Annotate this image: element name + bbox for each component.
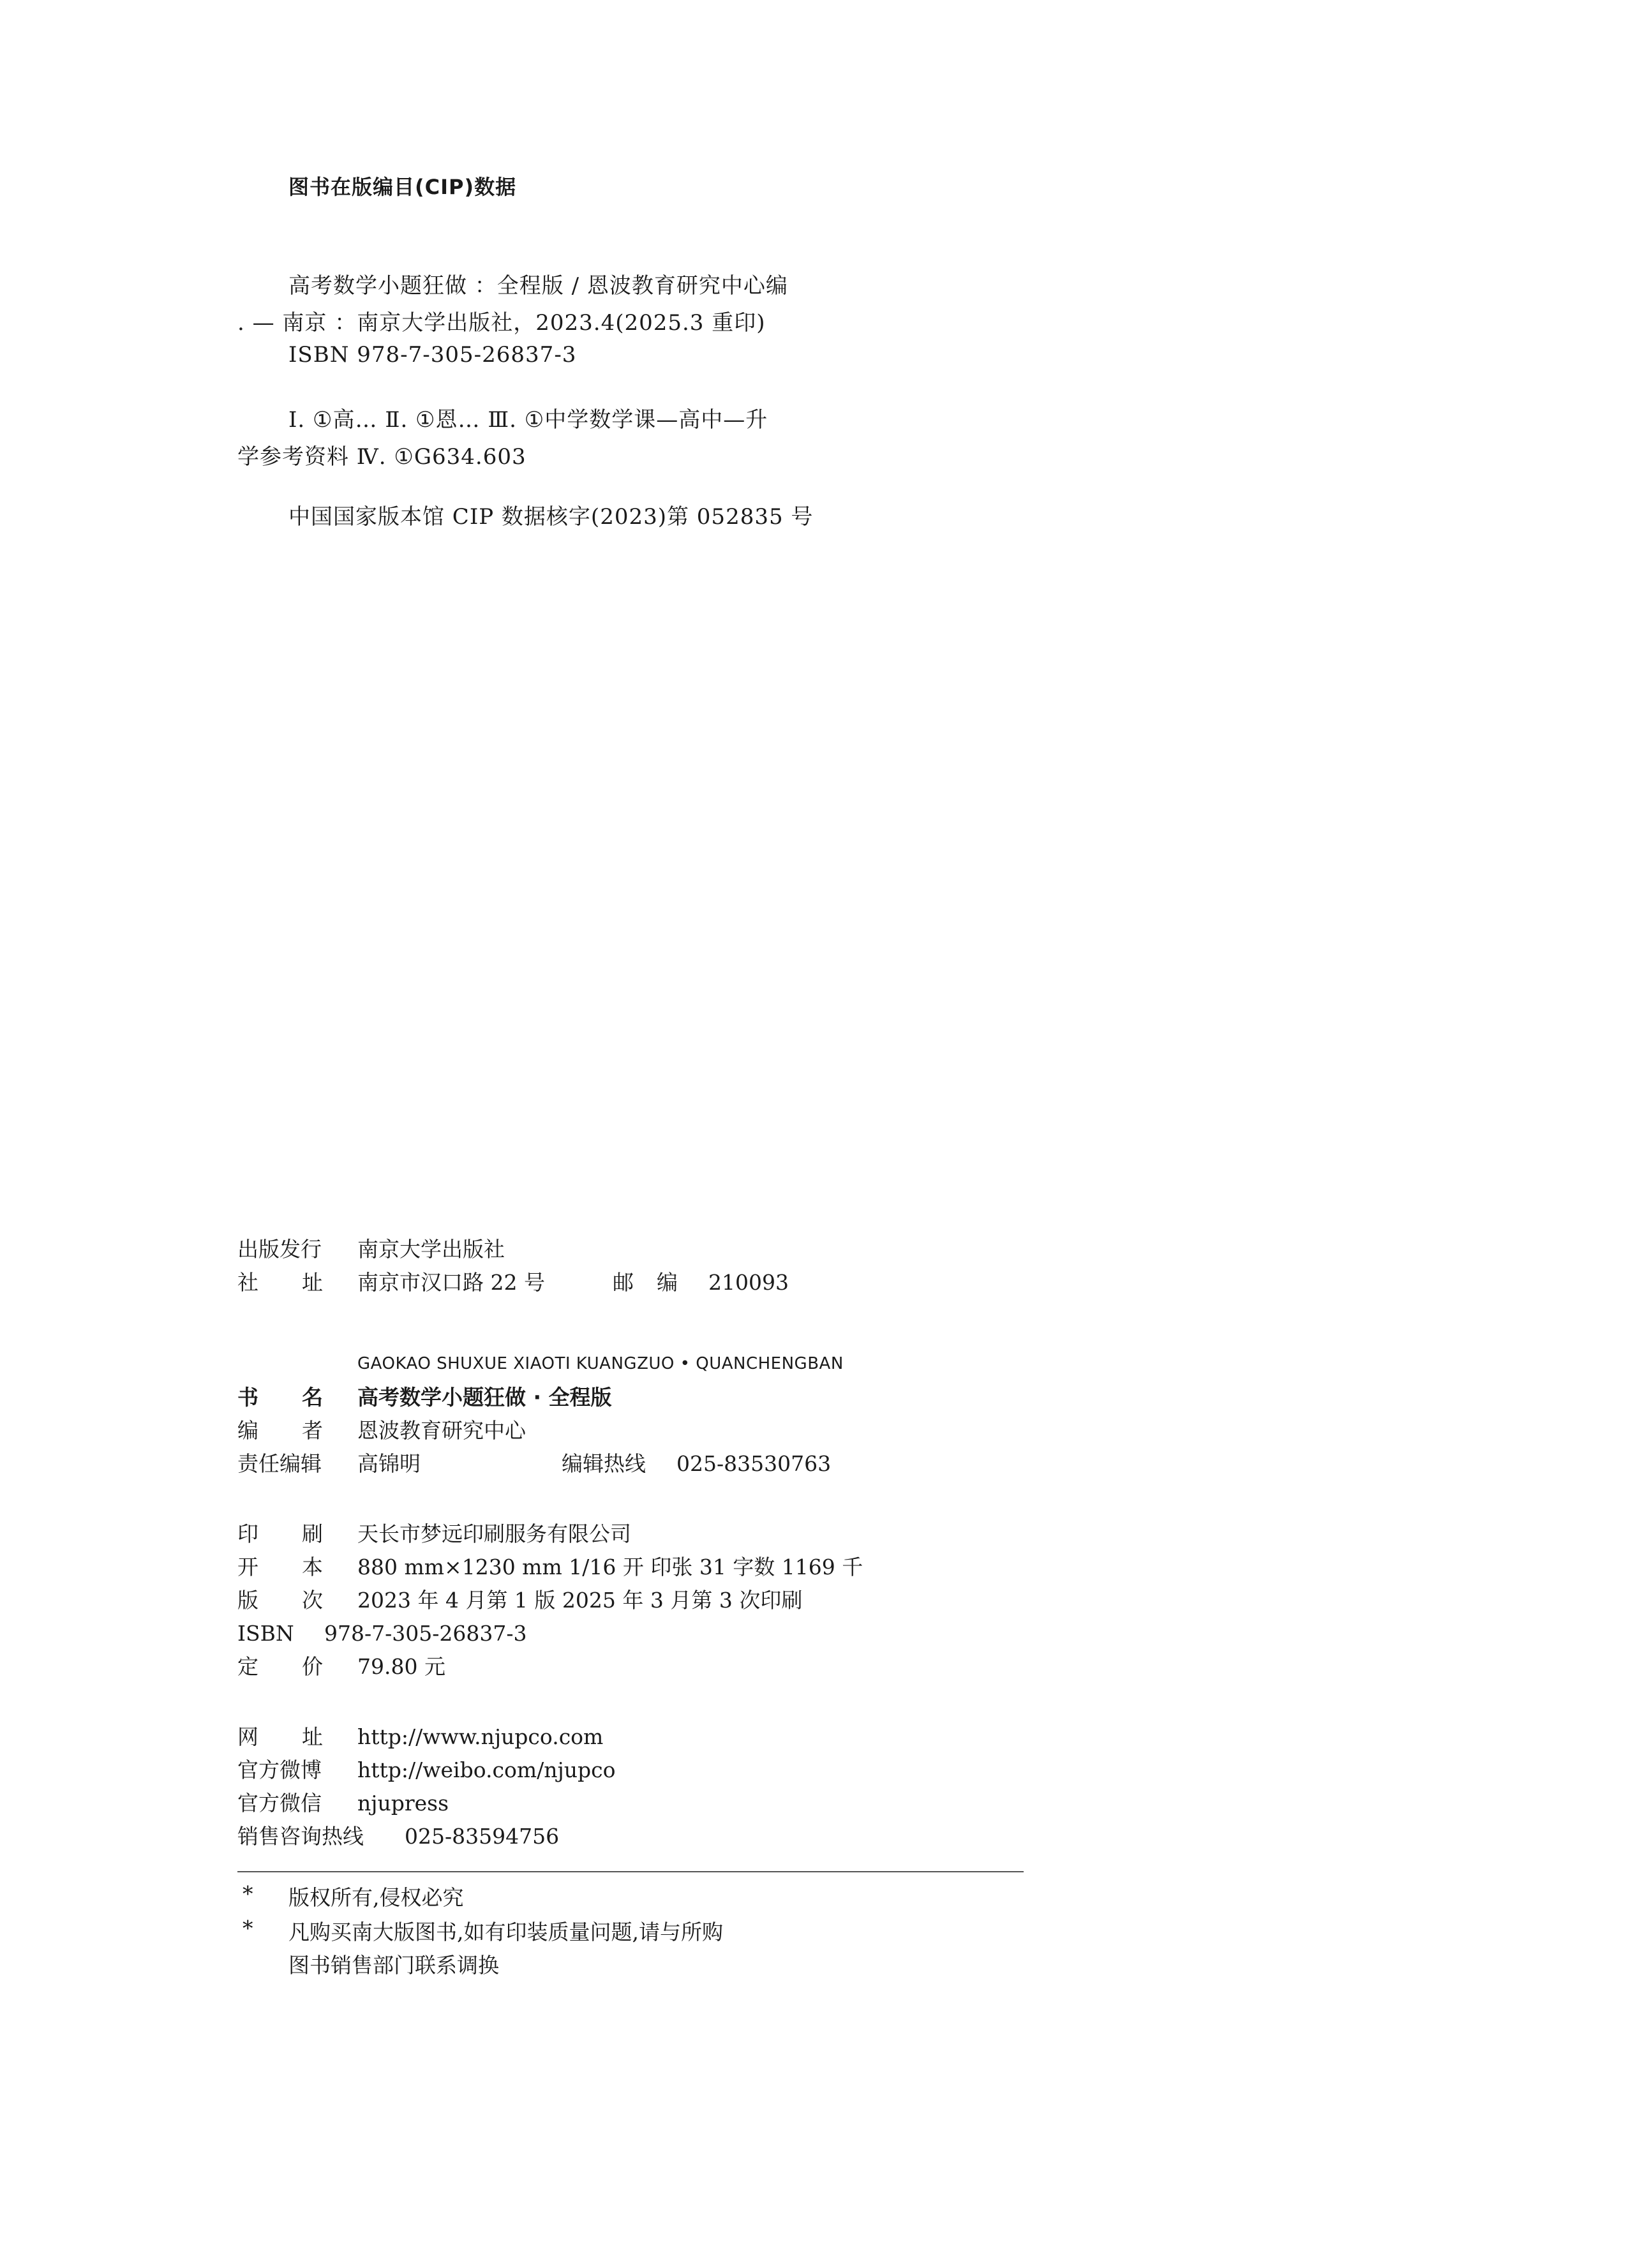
address-label: 社址 — [237, 1270, 366, 1295]
editor-value: 恩波教育研究中心 — [357, 1418, 526, 1443]
note-star-1: * — [243, 1881, 253, 1906]
isbn-label: ISBN — [237, 1621, 294, 1646]
cip-line-classification-1: Ⅰ. ①高… Ⅱ. ①恩… Ⅲ. ①中学数学课—高中—升 — [288, 407, 768, 433]
wechat-value: njupress — [357, 1791, 449, 1816]
note-star-2: * — [243, 1916, 253, 1941]
website-value: http://www.njupco.com — [357, 1724, 604, 1749]
cip-line-number: 中国国家版本馆 CIP 数据核字(2023)第 052835 号 — [288, 504, 814, 530]
format-value: 880 mm×1230 mm 1/16 开 印张 31 字数 1169 千 — [357, 1555, 863, 1579]
responsible-editor-value: 高锦明 — [357, 1451, 421, 1476]
cip-line-classification-2: 学参考资料 Ⅳ. ①G634.603 — [237, 444, 526, 470]
edition-value: 2023 年 4 月第 1 版 2025 年 3 月第 3 次印刷 — [357, 1588, 803, 1613]
editor-hotline-value: 025-83530763 — [676, 1451, 832, 1476]
postcode-value: 210093 — [708, 1270, 789, 1295]
postcode-label: 邮编 — [613, 1270, 701, 1295]
sales-label: 销售咨询热线 — [237, 1824, 364, 1849]
publisher-name: 南京大学出版社 — [357, 1237, 505, 1262]
book-title: 高考数学小题狂做 · 全程版 — [357, 1385, 612, 1410]
responsible-editor-label: 责任编辑 — [237, 1451, 322, 1476]
website-label: 网址 — [237, 1724, 366, 1749]
printer-label: 印刷 — [237, 1521, 366, 1546]
format-label: 开本 — [237, 1555, 366, 1579]
cip-line-publication: . — 南京 ：南京大学出版社，2023.4(2025.3 重印) — [237, 310, 766, 336]
price-value: 79.80 元 — [357, 1654, 445, 1679]
edition-label: 版次 — [237, 1588, 366, 1613]
isbn-value: 978-7-305-26837-3 — [324, 1621, 527, 1646]
sales-value: 025-83594756 — [405, 1824, 560, 1849]
cip-line-title: 高考数学小题狂做 ：全程版 / 恩波教育研究中心编 — [288, 273, 788, 299]
return-note-line-1: 凡购买南大版图书,如有印装质量问题,请与所购 — [288, 1920, 723, 1944]
editor-label: 编者 — [237, 1418, 366, 1443]
cip-line-isbn: ISBN 978-7-305-26837-3 — [288, 342, 577, 368]
publisher-label: 出版发行 — [237, 1237, 322, 1262]
return-note-line-2: 图书销售部门联系调换 — [288, 1953, 499, 1978]
address-value: 南京市汉口路 22 号 — [357, 1270, 545, 1295]
weibo-value: http://weibo.com/njupco — [357, 1757, 616, 1782]
weibo-label: 官方微博 — [237, 1757, 322, 1782]
price-label: 定价 — [237, 1654, 366, 1679]
printer-value: 天长市梦远印刷服务有限公司 — [357, 1521, 631, 1546]
book-title-label: 书名 — [237, 1385, 366, 1410]
divider-line — [237, 1871, 1024, 1872]
cip-title: 图书在版编目(CIP)数据 — [288, 175, 517, 199]
book-pinyin: GAOKAO SHUXUE XIAOTI KUANGZUO • QUANCHENGBAN — [357, 1354, 844, 1373]
editor-hotline-label: 编辑热线 — [562, 1451, 646, 1476]
wechat-label: 官方微信 — [237, 1791, 322, 1816]
copyright-note: 版权所有,侵权必究 — [288, 1885, 464, 1910]
